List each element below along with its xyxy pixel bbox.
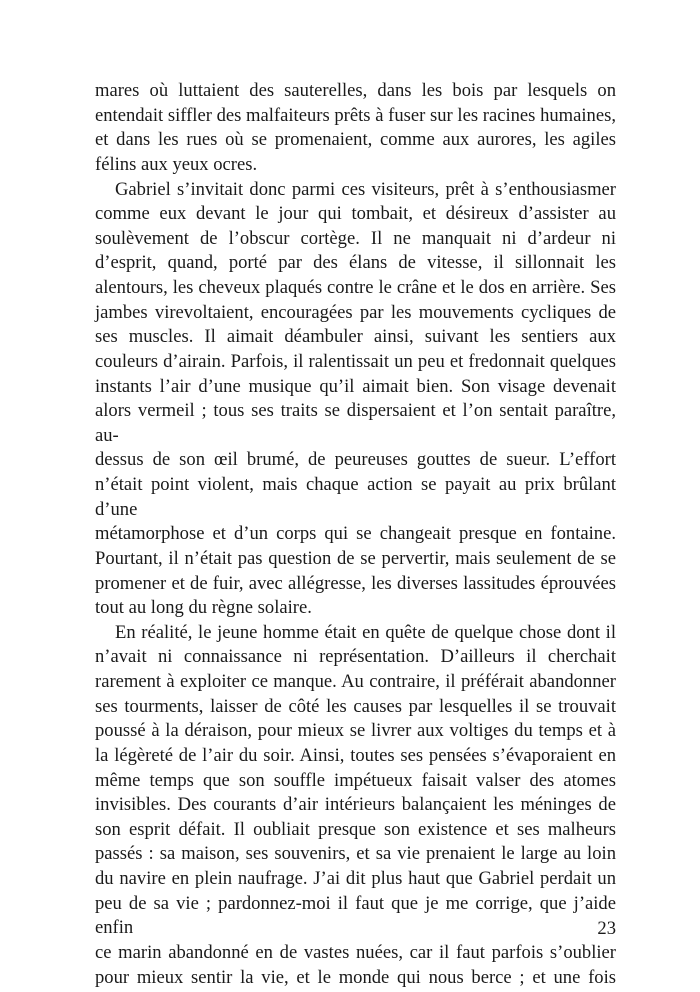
text-line: passés : sa maison, ses souvenirs, et sa vie prenaient le large au loin bbox=[95, 843, 616, 865]
paragraph bbox=[95, 79, 616, 178]
text-line: entendait siffler des malfaiteurs prêts à fuser sur les racines humaines, bbox=[95, 104, 616, 126]
text-line: n’était point violent, mais chaque action se payait au prix brûlant d’une bbox=[95, 474, 616, 520]
text-line: instants l’air d’une musique qu’il aimait bien. Son visage devenait bbox=[95, 375, 616, 397]
text-line: d’esprit, quand, porté par des élans de vitesse, il sillonnait les bbox=[95, 252, 616, 274]
text-line: promener et de fuir, avec allégresse, les diverses lassitudes éprouvées bbox=[95, 572, 616, 594]
text-line: soulèvement de l’obscur cortège. Il ne manquait ni d’ardeur ni bbox=[95, 227, 616, 249]
text-line: rarement à exploiter ce manque. Au contraire, il préférait abandonner bbox=[95, 671, 616, 692]
text-line: couleurs d’airain. Parfois, il ralentissait un peu et fredonnait quelques bbox=[95, 350, 616, 372]
text-line: métamorphose et d’un corps qui se changeait presque en fontaine. bbox=[95, 523, 616, 545]
text-line: dessus de son œil brumé, de peureuses gouttes de sueur. L’effort bbox=[95, 449, 616, 471]
paragraph bbox=[95, 178, 616, 621]
text-line: même temps que son souffle impétueux faisait valser des atomes bbox=[95, 769, 616, 791]
text-line: son esprit défait. Il oubliait presque son existence et ses malheurs bbox=[95, 818, 616, 840]
text-line: et dans les rues où se promenaient, comme aux aurores, les agiles bbox=[95, 129, 616, 151]
text-line: jambes virevoltaient, encouragées par les mouvements cycliques de bbox=[95, 301, 616, 323]
text-line: tout au long du règne solaire. bbox=[95, 597, 312, 619]
text-line: la légèreté de l’air du soir. Ainsi, toutes ses pensées s’évaporaient en bbox=[95, 744, 616, 766]
text-line: Pourtant, il n’était pas question de se pervertir, mais seulement de se bbox=[95, 547, 616, 569]
text-line: du navire en plein naufrage. J’ai dit plus haut que Gabriel perdait un bbox=[95, 868, 616, 889]
text-line: mares où luttaient des sauterelles, dans les bois par lesquels on bbox=[95, 80, 616, 101]
text-line: ce marin abandonné en de vastes nuées, car il faut parfois s’oublier bbox=[95, 941, 616, 963]
text-line: félins aux yeux ocres. bbox=[95, 153, 258, 175]
page-number: 23 bbox=[597, 918, 616, 939]
text-line: pour mieux sentir la vie, et le monde qui nous berce ; et une fois bbox=[95, 966, 616, 988]
text-line: alentours, les cheveux plaqués contre le crâne et le dos en arrière. Ses bbox=[95, 277, 616, 298]
text-line: alors vermeil ; tous ses traits se dispersaient et l’on sentait paraître, au- bbox=[95, 400, 616, 446]
text-line: ses tourments, laisser de côté les causes par lesquelles il se trouvait bbox=[95, 695, 616, 717]
page-body bbox=[95, 79, 616, 990]
text-line: n’avait ni connaissance ni représentation. D’ailleurs il cherchait bbox=[95, 646, 616, 668]
text-line: ses muscles. Il aimait déambuler ainsi, suivant les sentiers aux bbox=[95, 326, 616, 348]
text-line: Gabriel s’invitait donc parmi ces visiteurs, prêt à s’enthousiasmer bbox=[115, 178, 616, 200]
text-line: peu de sa vie ; pardonnez-moi il faut que je me corrige, que j’aide enfin bbox=[95, 892, 616, 939]
paragraph bbox=[95, 621, 616, 990]
text-line: invisibles. Des courants d’air intérieurs balançaient les méninges de bbox=[95, 794, 616, 816]
text-line: comme eux devant le jour qui tombait, et désireux d’assister au bbox=[95, 203, 616, 225]
text-line: poussé à la déraison, pour mieux se livrer aux voltiges du temps et à bbox=[95, 720, 616, 742]
text-line: En réalité, le jeune homme était en quête de quelque chose dont il bbox=[115, 621, 616, 643]
